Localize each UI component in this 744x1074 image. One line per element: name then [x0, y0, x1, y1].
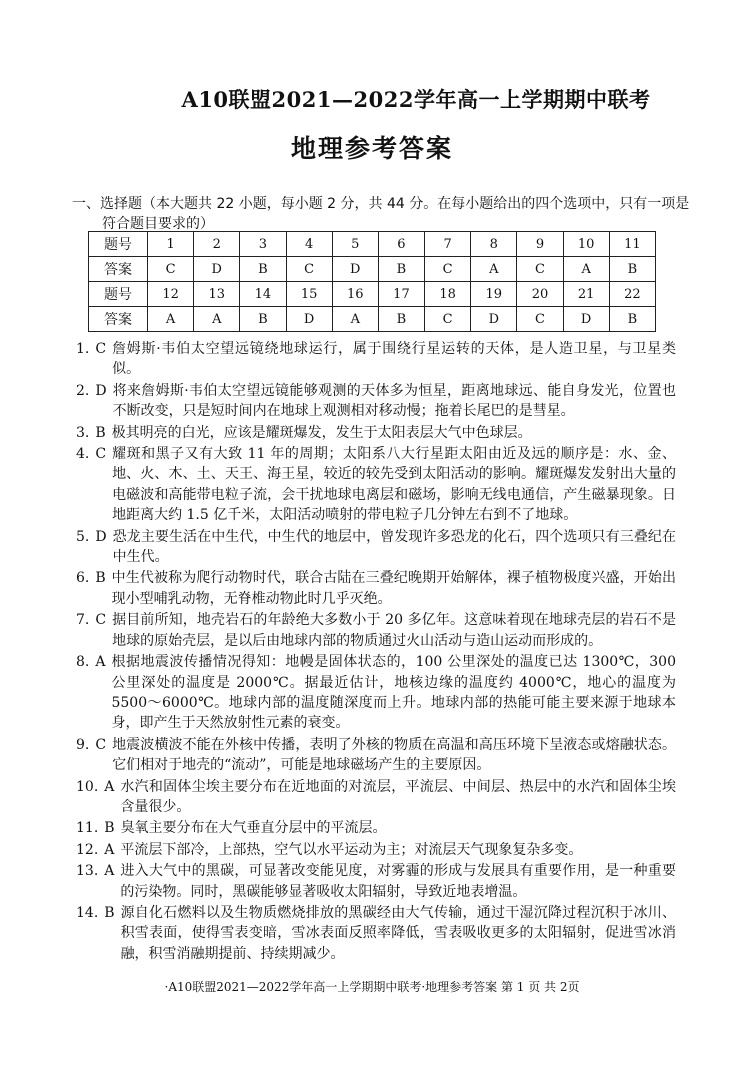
answer-table [88, 231, 656, 332]
item-explanation: 据目前所知，地壳岩石的年龄绝大多数小于 20 多亿年。这意味着现在地球壳层的岩石不是地球的原始壳层，是以后由地球内部的物质通过火山活动与造山运动而形成的。 [112, 612, 676, 649]
table-cell: 20 [517, 282, 563, 307]
list-item [76, 818, 676, 838]
table-row [89, 307, 656, 332]
page-subtitle: 地理参考答案 [290, 134, 453, 163]
section-heading: 一、选择题（本大题共 22 小题，每小题 2 分，共 44 分。在每小题给出的四个选项中，只有一项是符合题目要求的） [72, 196, 690, 232]
item-answer: C [95, 612, 107, 629]
table-cell: C [148, 257, 194, 282]
table-cell: 17 [378, 282, 424, 307]
item-number: 6. [76, 570, 90, 587]
table-row [89, 257, 656, 282]
table-cell: B [609, 257, 655, 282]
list-item [76, 777, 676, 818]
table-cell: D [471, 307, 517, 332]
table-cell: C [517, 307, 563, 332]
item-explanation: 耀斑和黑子又有大致 11 年的周期；太阳系八大行星距太阳由近及远的顺序是：水、金、地、火、木、土、天王、海王星，较近的较先受到太阳活动的影响。耀斑爆发发射出大量的电磁波和高能带电粒子流，会干扰地球电离层和磁场，影响无线电通信，产生磁暴现象。日地距离大约 1.5 亿千米，太阳活动喷射的带电粒子几分钟左右到不了地球。 [112, 446, 676, 524]
table-row-label: 答案 [89, 307, 148, 332]
table-cell: 9 [517, 232, 563, 257]
item-number: 7. [76, 612, 90, 629]
table-cell: B [378, 307, 424, 332]
table-cell: 1 [148, 232, 194, 257]
item-number: 11. [76, 820, 99, 837]
table-cell: B [240, 307, 286, 332]
item-explanation: 极其明亮的白光，应该是耀斑爆发，发生于太阳表层大气中色球层。 [111, 424, 532, 441]
item-explanation: 詹姆斯·韦伯太空望远镜绕地球运行，属于围绕行星运转的天体，是人造卫星，与卫星类似。 [112, 341, 676, 378]
item-number: 10. [76, 778, 99, 795]
page-title-text: A10联盟2021—2022学年高一上学期期中联考 [181, 87, 651, 112]
table-cell: 6 [378, 232, 424, 257]
table-row-label: 题号 [89, 232, 148, 257]
item-explanation: 臭氧主要分布在大气垂直分层中的平流层。 [120, 820, 387, 837]
table-cell: C [425, 257, 471, 282]
table-cell: C [517, 257, 563, 282]
item-explanation: 平流层下部冷，上部热，空气以水平运动为主；对流层天气现象复杂多变。 [120, 841, 583, 858]
table-row-label: 题号 [89, 282, 148, 307]
table-cell: A [332, 307, 378, 332]
list-item [76, 527, 676, 568]
table-row [89, 232, 656, 257]
item-explanation: 地震波横波不能在外核中传播，表明了外核的物质在高温和高压环境下呈液态或熔融状态。它们相对于地壳的“流动”，可能是地球磁场产生的主要原因。 [112, 736, 676, 774]
table-cell: A [148, 307, 194, 332]
item-explanation: 水汽和固体尘埃主要分布在近地面的对流层，平流层、中间层、热层中的水汽和固体尘埃含量很少。 [120, 778, 676, 815]
item-number: 4. [76, 446, 90, 463]
item-number: 12. [76, 841, 99, 858]
table-row [89, 282, 656, 307]
item-answer: A [95, 654, 106, 671]
item-answer: C [95, 446, 107, 463]
item-number: 2. [76, 382, 90, 399]
item-number-group [76, 444, 112, 464]
list-item [76, 840, 676, 860]
list-item [76, 381, 676, 422]
item-number: 14. [76, 904, 99, 921]
table-cell: 7 [425, 232, 471, 257]
table-cell: 5 [332, 232, 378, 257]
item-number: 5. [76, 528, 90, 545]
list-item [76, 903, 676, 964]
item-number-group [76, 840, 120, 860]
table-cell: 19 [471, 282, 517, 307]
item-number-group [76, 777, 120, 797]
list-item [76, 423, 676, 443]
item-answer: C [95, 736, 107, 753]
item-explanation: 恐龙主要生活在中生代，中生代的地层中，曾发现许多恐龙的化石，四个选项只有三叠纪在中生代。 [112, 528, 676, 566]
table-cell: 14 [240, 282, 286, 307]
table-cell: 10 [563, 232, 609, 257]
table-cell: C [286, 257, 332, 282]
page-title [0, 84, 744, 114]
item-answer: A [104, 841, 115, 858]
table-cell: A [563, 257, 609, 282]
item-answer: A [104, 863, 115, 880]
table-cell: 16 [332, 282, 378, 307]
item-answer: B [104, 820, 115, 837]
list-item [76, 568, 676, 609]
page-footer: ·A10联盟2021—2022学年高一上学期期中联考·地理参考答案 第 1 页 共 2页 [164, 980, 580, 994]
table-cell: 21 [563, 282, 609, 307]
explanation-list [76, 339, 676, 965]
table-cell: B [378, 257, 424, 282]
item-number-group [76, 381, 113, 401]
list-item [76, 652, 676, 734]
item-number: 3. [76, 424, 90, 441]
table-cell: D [332, 257, 378, 282]
item-number: 9. [76, 736, 90, 753]
item-answer: B [104, 904, 115, 921]
table-cell: B [240, 257, 286, 282]
table-cell: D [286, 307, 332, 332]
table-cell: 15 [286, 282, 332, 307]
item-explanation: 源自化石燃料以及生物质燃烧排放的黑碳经由大气传输，通过干湿沉降过程沉积于冰川、积雪表面，使得雪表变暗，雪冰表面反照率降低，雪表吸收更多的太阳辐射，促进雪冰消融，积雪消融期提前、持续期减少。 [120, 904, 676, 962]
item-answer: C [95, 341, 107, 357]
item-answer: A [104, 778, 115, 795]
table-cell: 11 [609, 232, 655, 257]
item-number-group [76, 903, 121, 923]
table-cell: D [194, 257, 240, 282]
item-number-group [76, 652, 111, 672]
item-explanation: 根据地震波传播情况得知：地幔是固体状态的，100 公里深处的温度已达 1300℃，300 公里深处的温度是 2000℃。据最近估计，地核边缘的温度约 4000℃，地心的温度为 5500～6000℃。地球内部的温度随深度而上升。地球内部的热能可能主要来源于地球本身，即产生于天然放射性元素的衰变。 [111, 654, 676, 732]
table-cell: A [471, 257, 517, 282]
item-number-group [76, 527, 113, 547]
item-number: 1. [76, 341, 90, 357]
table-row-label: 答案 [89, 257, 148, 282]
list-item [76, 735, 676, 776]
table-cell: 18 [425, 282, 471, 307]
item-answer: D [95, 382, 107, 399]
item-answer: B [95, 424, 106, 441]
item-number-group [76, 861, 120, 881]
table-cell: 3 [240, 232, 286, 257]
table-cell: 22 [609, 282, 655, 307]
table-cell: 2 [194, 232, 240, 257]
table-cell: 13 [194, 282, 240, 307]
item-number-group [76, 339, 112, 359]
item-number-group [76, 568, 112, 588]
table-cell: 12 [148, 282, 194, 307]
item-answer: B [95, 570, 106, 587]
item-number-group [76, 735, 112, 755]
table-cell: 8 [471, 232, 517, 257]
table-cell: 4 [286, 232, 332, 257]
list-item [76, 610, 676, 651]
table-cell: A [194, 307, 240, 332]
item-answer: D [95, 528, 107, 545]
list-item [76, 444, 676, 526]
list-item [76, 861, 676, 902]
item-number-group [76, 423, 112, 443]
item-number: 13. [76, 863, 99, 880]
item-explanation: 进入大气中的黑碳，可显著改变能见度，对雾霾的形成与发展具有重要作用，是一种重要的污染物。同时，黑碳能够显著吸收太阳辐射，导致近地表增温。 [120, 863, 676, 900]
table-cell: D [563, 307, 609, 332]
table-cell: B [609, 307, 655, 332]
item-number-group [76, 818, 121, 838]
item-number-group [76, 610, 112, 630]
item-explanation: 将来詹姆斯·韦伯太空望远镜能够观测的天体多为恒星，距离地球远、能自身发光，位置也不断改变，只是短时间内在地球上观测相对移动慢；拖着长尾巴的是彗星。 [112, 382, 676, 420]
item-explanation: 中生代被称为爬行动物时代，联合古陆在三叠纪晚期开始解体，裸子植物极度兴盛，开始出现小型哺乳动物，无脊椎动物此时几乎灭绝。 [111, 570, 676, 607]
item-number: 8. [76, 654, 90, 671]
table-cell: C [425, 307, 471, 332]
list-item [76, 339, 676, 380]
